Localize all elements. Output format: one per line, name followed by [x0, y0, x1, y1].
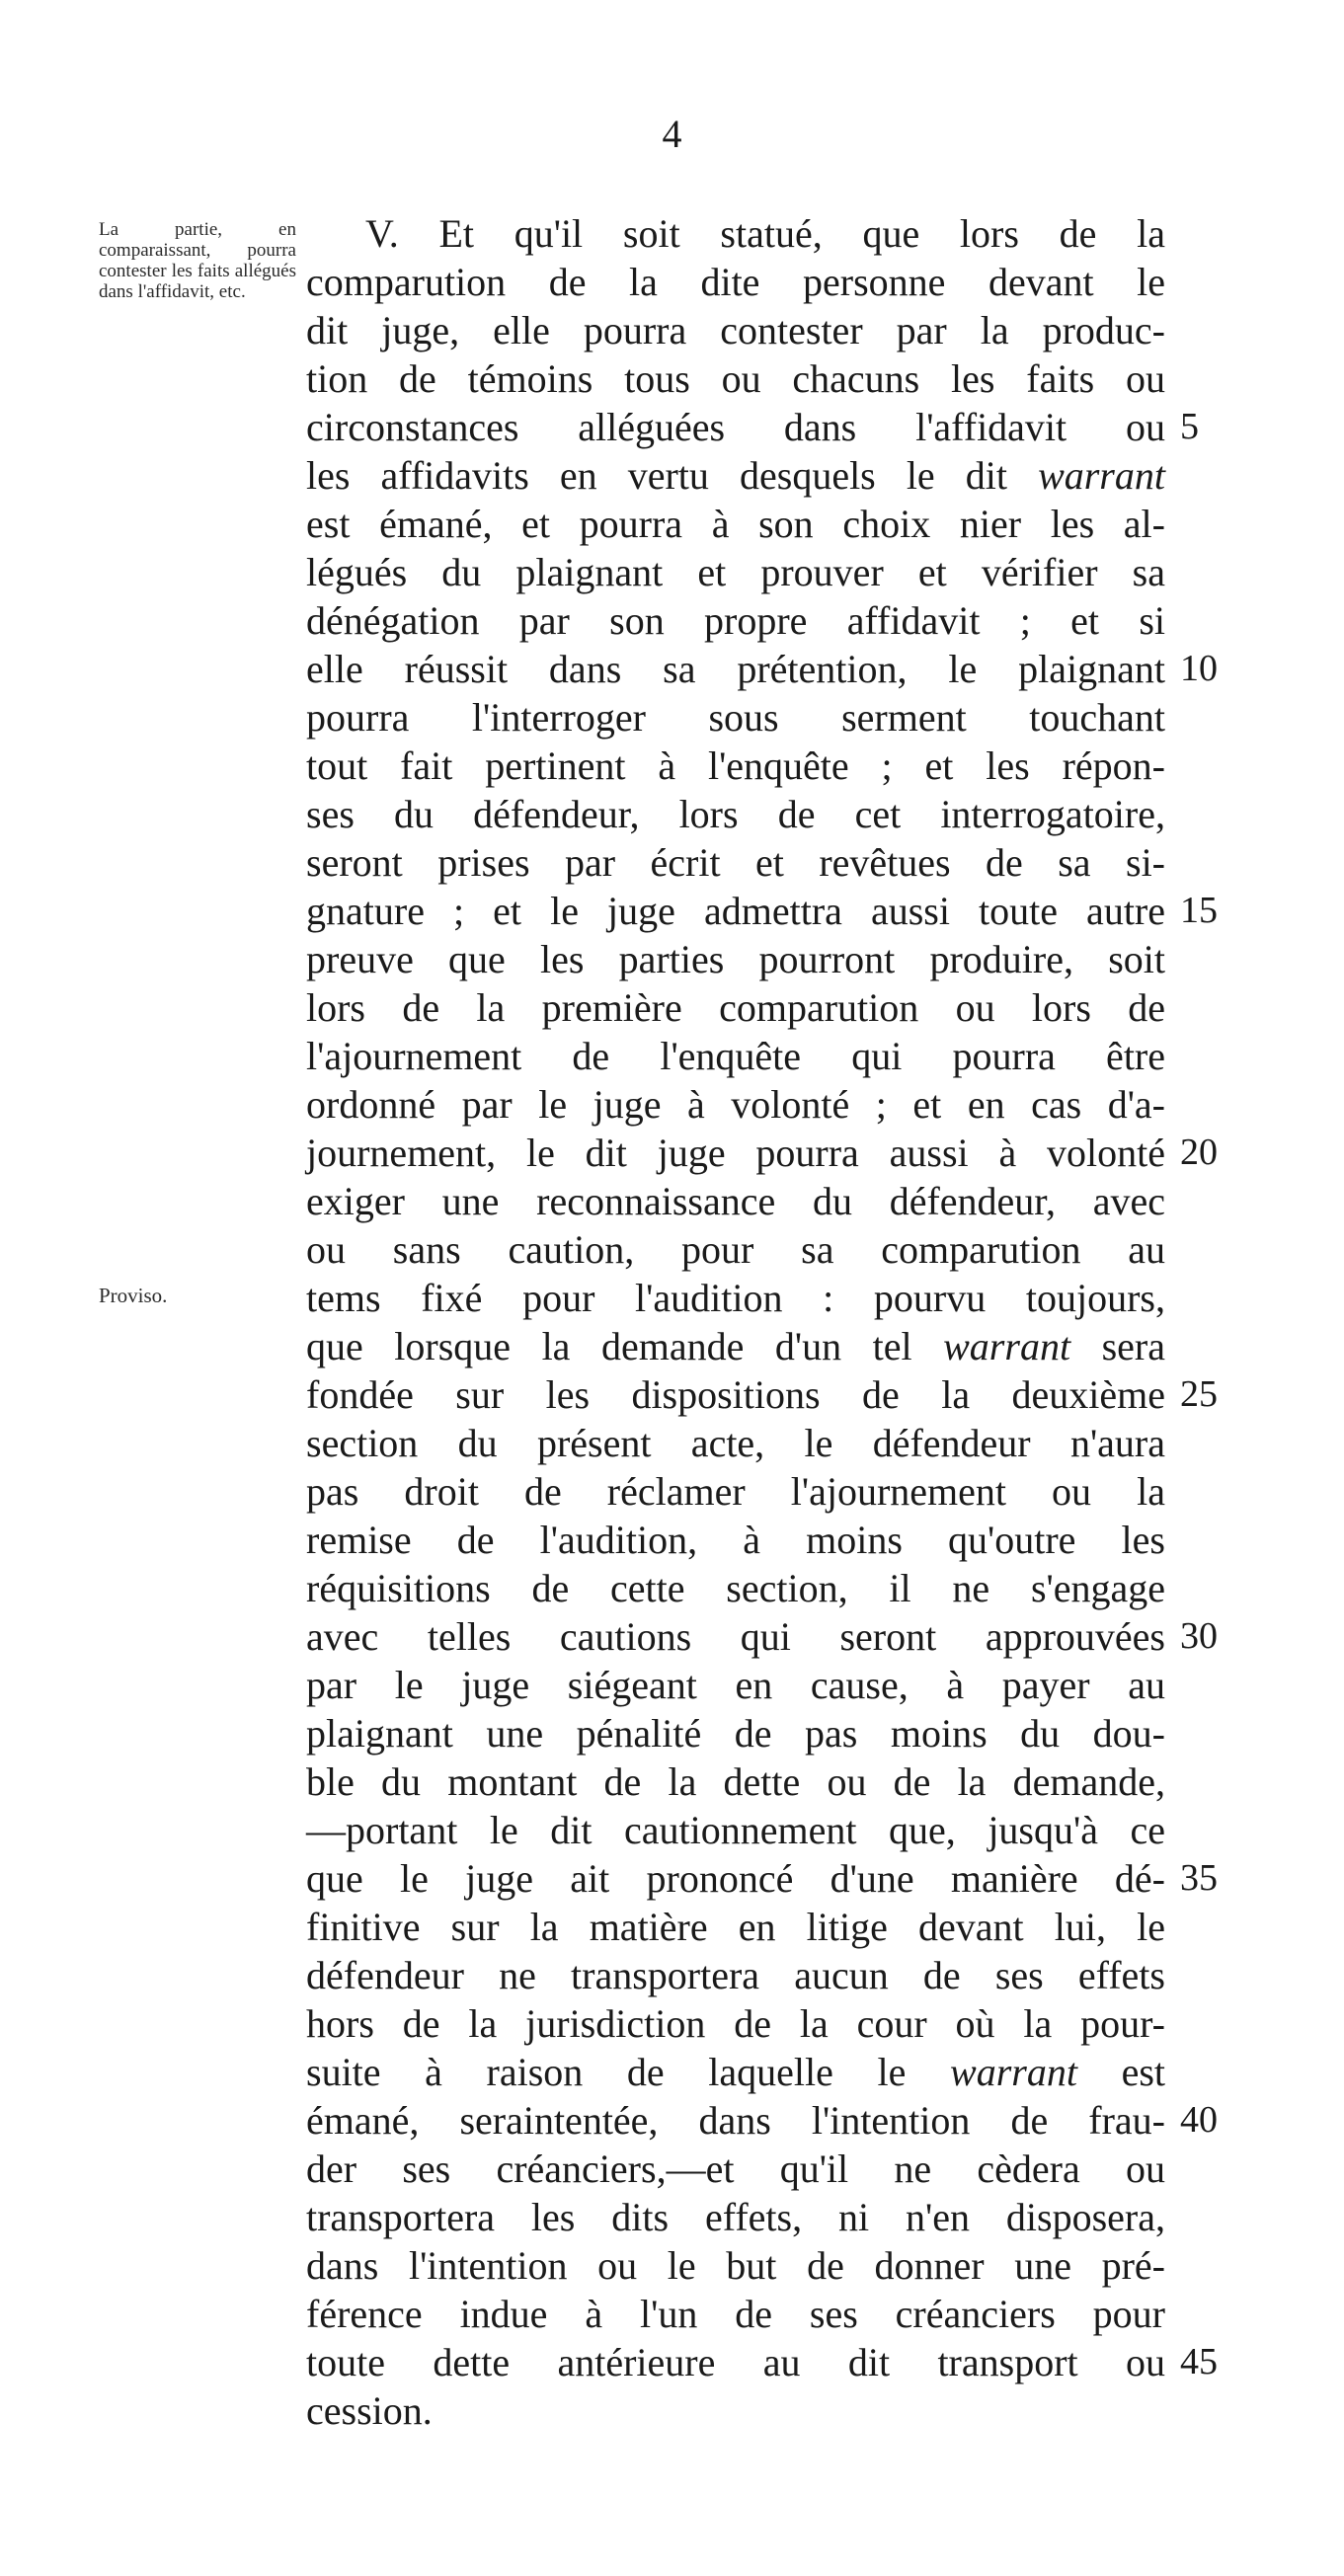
margin-note-proviso: Proviso.	[99, 1284, 168, 1307]
italic-word: warrant	[950, 2050, 1077, 2094]
page-number: 4	[662, 112, 682, 156]
text-fragment: est	[1121, 2050, 1166, 2094]
text-fragment: que lorsque la demande d'un tel	[306, 1324, 912, 1368]
line-number: 30	[1180, 1615, 1218, 1657]
text-line: transportera les dits effets, ni n'en disposera,	[306, 2195, 1165, 2239]
text-line: tion de témoins tous ou chacuns les faits ou	[306, 356, 1165, 401]
text-fragment: sera	[1101, 1324, 1165, 1368]
text-line: ordonné par le juge à volonté ; et en cas d'a-	[306, 1082, 1165, 1127]
text-line: légués du plaignant et prouver et vérifier sa	[306, 550, 1165, 594]
text-line: seront prises par écrit et revêtues de sa si-	[306, 840, 1165, 885]
margin-note-contestation: La partie, en comparaissant, pourra contester les faits allégués dans l'affidavit, etc.	[99, 219, 296, 302]
text-line: ble du montant de la dette ou de la demande,	[306, 1759, 1165, 1804]
text-line: pas droit de réclamer l'ajournement ou la	[306, 1469, 1165, 1514]
text-line: fondée sur les dispositions de la deuxième	[306, 1372, 1165, 1417]
text-line	[306, 1322, 1165, 1370]
text-line: V. Et qu'il soit statué, que lors de la	[365, 211, 1165, 256]
text-line: finitive sur la matière en litige devant lui, le	[306, 1905, 1165, 1949]
text-line: —portant le dit cautionnement que, jusqu'à ce	[306, 1808, 1165, 1852]
text-line: der ses créanciers,—et qu'il ne cèdera ou	[306, 2147, 1165, 2191]
text-line: émané, seraintentée, dans l'intention de frau-	[306, 2098, 1165, 2143]
italic-word: warrant	[943, 1324, 1071, 1368]
text-line: par le juge siégeant en cause, à payer au	[306, 1663, 1165, 1707]
text-line: gnature ; et le juge admettra aussi toute autre	[306, 889, 1165, 933]
text-line: férence indue à l'un de ses créanciers pour	[306, 2292, 1165, 2336]
line-number: 45	[1180, 2341, 1218, 2382]
text-line: ses du défendeur, lors de cet interrogatoire,	[306, 792, 1165, 836]
text-line: journement, le dit juge pourra aussi à volonté	[306, 1131, 1165, 1175]
text-line: est émané, et pourra à son choix nier les al-	[306, 502, 1165, 546]
line-number: 35	[1180, 1857, 1218, 1899]
line-number: 10	[1180, 648, 1218, 689]
text-line	[306, 451, 1165, 500]
text-line: l'ajournement de l'enquête qui pourra être	[306, 1034, 1165, 1078]
text-line: dans l'intention ou le but de donner une pré-	[306, 2243, 1165, 2288]
text-line: que le juge ait prononcé d'une manière dé-	[306, 1856, 1165, 1901]
text-line: comparution de la dite personne devant le	[306, 260, 1165, 304]
line-number: 20	[1180, 1132, 1218, 1173]
text-line: plaignant une pénalité de pas moins du dou-	[306, 1711, 1165, 1756]
text-line: remise de l'audition, à moins qu'outre les	[306, 1518, 1165, 1562]
text-line: réquisitions de cette section, il ne s'engage	[306, 1566, 1165, 1610]
italic-word: warrant	[1038, 453, 1165, 498]
text-line: pourra l'interroger sous serment touchant	[306, 695, 1165, 740]
text-line: dit juge, elle pourra contester par la produc-	[306, 308, 1165, 352]
text-line: hors de la jurisdiction de la cour où la pour-	[306, 2001, 1165, 2046]
text-line: cession.	[306, 2388, 433, 2433]
text-line: dénégation par son propre affidavit ; et si	[306, 598, 1165, 643]
line-number: 15	[1180, 890, 1218, 931]
text-line: défendeur ne transportera aucun de ses effets	[306, 1953, 1165, 1997]
line-number: 40	[1180, 2099, 1218, 2141]
text-line: circonstances alléguées dans l'affidavit ou	[306, 405, 1165, 449]
text-line: lors de la première comparution ou lors de	[306, 985, 1165, 1030]
text-line: preuve que les parties pourront produire, soit	[306, 937, 1165, 981]
text-line: section du présent acte, le défendeur n'aura	[306, 1421, 1165, 1465]
text-line	[306, 2048, 1165, 2096]
text-line: tems fixé pour l'audition : pourvu toujours,	[306, 1276, 1165, 1320]
text-line: exiger une reconnaissance du défendeur, avec	[306, 1179, 1165, 1223]
text-fragment: les affidavits en vertu desquels le dit	[306, 453, 1007, 498]
line-number: 25	[1180, 1373, 1218, 1415]
text-line: tout fait pertinent à l'enquête ; et les répon-	[306, 743, 1165, 788]
text-line: ou sans caution, pour sa comparution au	[306, 1227, 1165, 1272]
text-line: avec telles cautions qui seront approuvées	[306, 1614, 1165, 1659]
text-line: elle réussit dans sa prétention, le plaignant	[306, 647, 1165, 691]
text-fragment: suite à raison de laquelle le	[306, 2050, 907, 2094]
text-line: toute dette antérieure au dit transport ou	[306, 2340, 1165, 2384]
line-number: 5	[1180, 406, 1199, 447]
